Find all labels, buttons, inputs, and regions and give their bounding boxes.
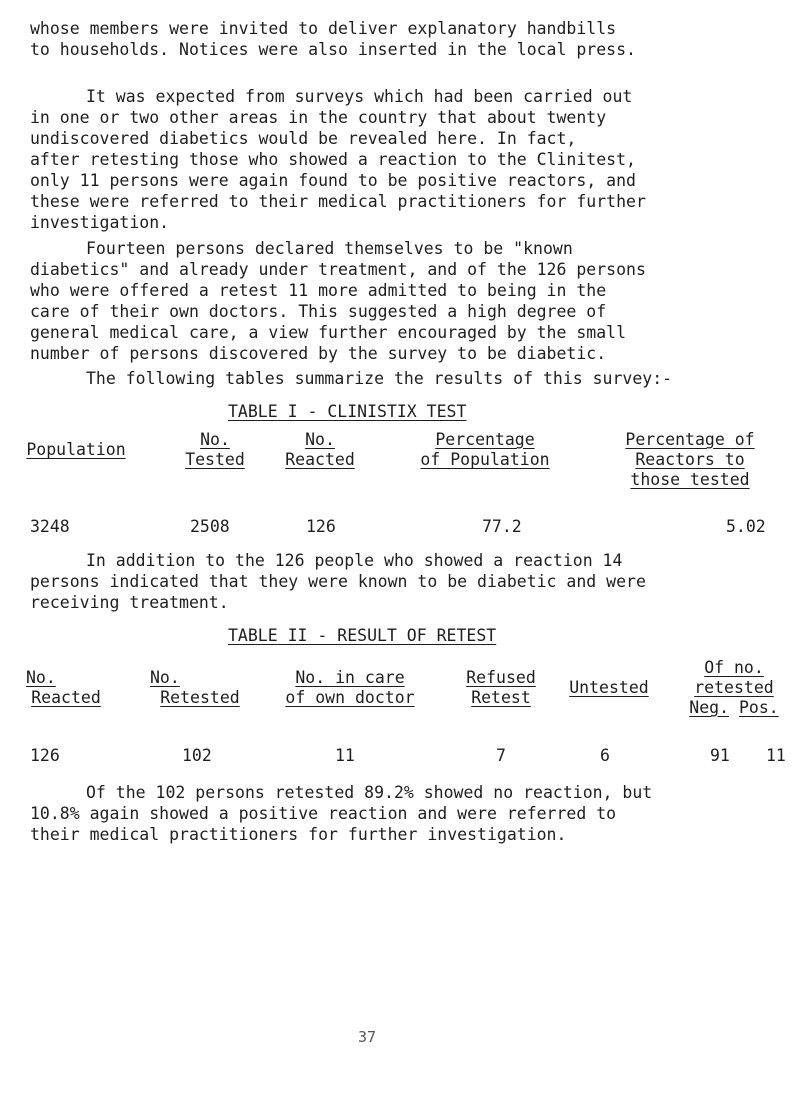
paragraph-known-diabetics: Fourteen persons declared themselves to be "known diabetics" and already under treatment, and of the 126 persons who were offered a retest 11 more admitted to being in the care of their own doctors. This suggested a high degree of general medical care, a view further encouraged by the small number of persons discovered by the survey to be diabetic.	[30, 239, 646, 363]
table1-value-tested: 2508	[190, 517, 230, 536]
table2-header-refused: Refused Retest	[466, 668, 536, 707]
table1-header-reacted: No. Reacted	[285, 430, 355, 469]
table1-title: TABLE I - CLINISTIX TEST	[228, 402, 467, 421]
page-number: 37	[358, 1028, 377, 1046]
paragraph-expected: It was expected from surveys which had been carried out in one or two other areas in the country that about twenty undiscovered diabetics would be revealed here. In fact, after retesting those who showed a reaction to the Clinitest, only 11 persons were again found to be positive reactors, and these were referred to their medical practitioners for further investigation.	[30, 87, 646, 232]
table2-value-in-care: 11	[335, 746, 355, 765]
table1-header-population: Population	[26, 440, 126, 459]
table2-header-in-care: No. in care of own doctor	[285, 668, 415, 707]
table1-value-population: 3248	[30, 517, 70, 536]
table1-value-pct-population: 77.2	[482, 517, 522, 536]
table1-value-reacted: 126	[306, 517, 336, 536]
table2-value-refused: 7	[496, 746, 506, 765]
table2-value-retested: 102	[182, 746, 212, 765]
table2-header-neg: Neg.	[689, 698, 730, 717]
paragraph-summary-intro: The following tables summarize the results of this survey:-	[86, 369, 673, 388]
table2-header-pos: Pos.	[738, 698, 779, 717]
table2-header-retested: No. Retested	[150, 668, 240, 707]
table2-header-untested: Untested	[569, 678, 649, 697]
table2-value-reacted: 126	[30, 746, 60, 765]
table1-header-tested: No. Tested	[185, 430, 245, 469]
paragraph-addition: In addition to the 126 people who showed a reaction 14 persons indicated that they were known to be diabetic and were receiving treatment.	[30, 551, 646, 612]
paragraph-handbills: whose members were invited to deliver explanatory handbills to households. Notices were also inserted in the local press.	[30, 19, 636, 59]
table2-header-of-no-retested: Of no. retested Neg. Pos.	[689, 658, 779, 717]
table1-header-pct-reactors: Percentage of Reactors to those tested	[625, 430, 755, 489]
table1-header-pct-population: Percentage of Population	[420, 430, 550, 469]
table1-value-pct-reactors: 5.02	[726, 517, 766, 536]
table2-value-pos: 11	[766, 746, 786, 765]
paragraph-retest-result: Of the 102 persons retested 89.2% showed no reaction, but 10.8% again showed a positive reaction and were referred to their medical practitioners for further investigation.	[30, 783, 653, 844]
table2-value-neg: 91	[710, 746, 730, 765]
table2-value-untested: 6	[600, 746, 610, 765]
table2-header-reacted: No. Reacted	[26, 668, 101, 707]
table2-title: TABLE II - RESULT OF RETEST	[228, 626, 497, 645]
